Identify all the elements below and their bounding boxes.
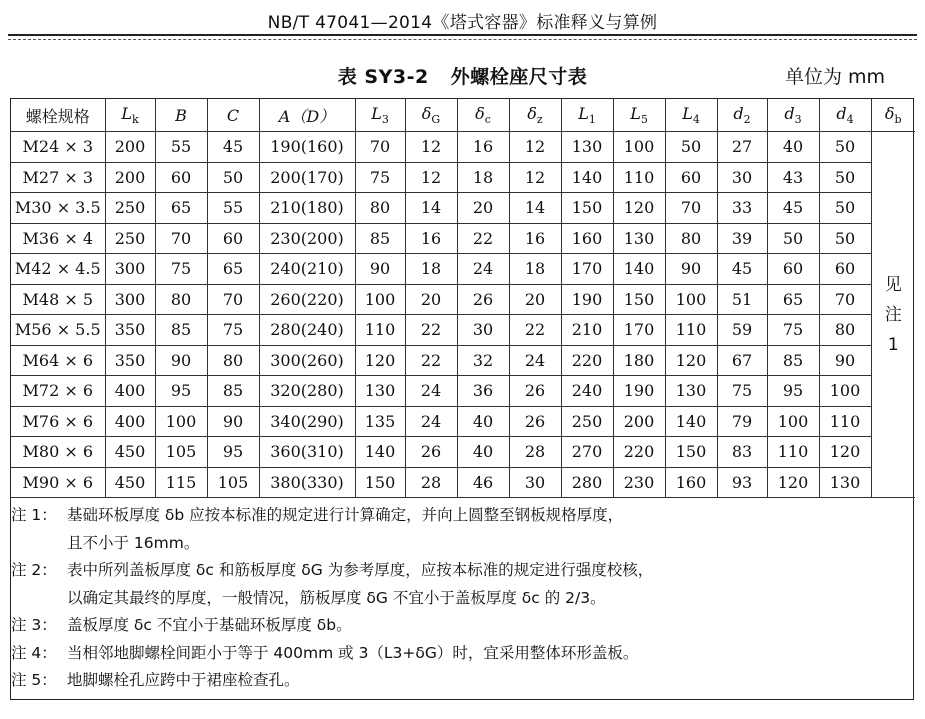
table-cell: 280(240) xyxy=(259,315,355,346)
table-cell: 18 xyxy=(509,254,561,285)
table-cell: 300 xyxy=(105,254,155,285)
table-cell: 60 xyxy=(155,162,207,193)
table-cell: 120 xyxy=(819,437,871,468)
table-cell: 36 xyxy=(457,376,509,407)
table-row xyxy=(11,437,915,468)
table-cell: 24 xyxy=(509,345,561,376)
column-header: $d_3$ xyxy=(767,99,819,132)
table-cell: 55 xyxy=(207,193,259,224)
table-cell: 230 xyxy=(613,467,665,498)
table-cell: 90 xyxy=(665,254,717,285)
table-cell: 250 xyxy=(561,406,613,437)
table-cell: 140 xyxy=(665,406,717,437)
table-row xyxy=(11,284,915,315)
table-cell: 32 xyxy=(457,345,509,376)
table-cell: M24 × 3 xyxy=(11,132,105,163)
table-cell: 320(280) xyxy=(259,376,355,407)
table-cell: 150 xyxy=(613,284,665,315)
table-cell: 120 xyxy=(767,467,819,498)
table-cell: 60 xyxy=(819,254,871,285)
table-cell: 105 xyxy=(207,467,259,498)
table-cell: 22 xyxy=(405,345,457,376)
table-cell: 450 xyxy=(105,437,155,468)
table-cell: M64 × 6 xyxy=(11,345,105,376)
table-cell: 12 xyxy=(509,132,561,163)
note-line: 注 2： 表中所列盖板厚度 δc 和筋板厚度 δG 为参考厚度，应按本标准的规定进行强度校核， xyxy=(11,561,654,579)
table-cell: M76 × 6 xyxy=(11,406,105,437)
table-cell: 30 xyxy=(509,467,561,498)
table-cell: 50 xyxy=(819,223,871,254)
column-header: $\delta_z$ xyxy=(509,99,561,132)
table-cell: 210 xyxy=(561,315,613,346)
see-note-char: 见 xyxy=(884,274,902,295)
table-cell: 95 xyxy=(155,376,207,407)
table-cell: 90 xyxy=(819,345,871,376)
table-cell: M42 × 4.5 xyxy=(11,254,105,285)
table-cell: 30 xyxy=(457,315,509,346)
column-header: A（D） xyxy=(259,99,355,132)
note-item xyxy=(11,667,901,695)
table-cell: 26 xyxy=(457,284,509,315)
header-rule xyxy=(8,34,917,40)
table-cell: 280 xyxy=(561,467,613,498)
column-header: $\delta_G$ xyxy=(405,99,457,132)
table-cell: M36 × 4 xyxy=(11,223,105,254)
table-cell: 16 xyxy=(405,223,457,254)
column-header: $\delta_c$ xyxy=(457,99,509,132)
table-cell: 51 xyxy=(717,284,767,315)
table-cell: 75 xyxy=(767,315,819,346)
table-cell: 200(170) xyxy=(259,162,355,193)
table-cell: 250 xyxy=(105,223,155,254)
see-note-char: 1 xyxy=(887,334,899,355)
table-cell: 190 xyxy=(613,376,665,407)
table-cell: 65 xyxy=(207,254,259,285)
table-cell: 24 xyxy=(405,376,457,407)
table-cell: 50 xyxy=(819,193,871,224)
table-cell: 130 xyxy=(819,467,871,498)
table-cell: 45 xyxy=(207,132,259,163)
column-header: $L_k$ xyxy=(105,99,155,132)
table-cell: M48 × 5 xyxy=(11,284,105,315)
table-cell: 400 xyxy=(105,406,155,437)
column-header: B xyxy=(155,99,207,132)
table-cell: 200 xyxy=(613,406,665,437)
note-line: 注 5： 地脚螺栓孔应跨中于裙座检查孔。 xyxy=(11,671,300,689)
table-cell: 110 xyxy=(355,315,405,346)
table-cell: 100 xyxy=(155,406,207,437)
table-cell: 120 xyxy=(355,345,405,376)
table-cell: 40 xyxy=(767,132,819,163)
table-cell: 170 xyxy=(613,315,665,346)
table-cell: 20 xyxy=(509,284,561,315)
table-cell: 85 xyxy=(155,315,207,346)
table-cell: 70 xyxy=(665,193,717,224)
table-cell: 75 xyxy=(207,315,259,346)
note-item xyxy=(11,612,901,640)
table-cell: M27 × 3 xyxy=(11,162,105,193)
table-cell: 28 xyxy=(405,467,457,498)
table-cell: 110 xyxy=(665,315,717,346)
table-cell: 14 xyxy=(405,193,457,224)
table-cell: 79 xyxy=(717,406,767,437)
table-cell: 100 xyxy=(355,284,405,315)
table-cell: 140 xyxy=(561,162,613,193)
table-cell: 220 xyxy=(613,437,665,468)
table-cell: 26 xyxy=(405,437,457,468)
note-line: 以确定其最终的厚度，一般情况，筋板厚度 δG 不宜小于盖板厚度 δc 的 2/3。 xyxy=(67,588,606,607)
table-cell: 65 xyxy=(155,193,207,224)
table-row xyxy=(11,132,915,163)
note-line: 注 1： 基础环板厚度 δb 应按本标准的规定进行计算确定，并向上圆整至钢板规格厚度， xyxy=(11,506,624,524)
table-cell: 22 xyxy=(457,223,509,254)
table-name: 外螺栓座尺寸表 xyxy=(450,66,588,88)
table-cell: 70 xyxy=(155,223,207,254)
table-cell: 160 xyxy=(665,467,717,498)
table-cell: 22 xyxy=(405,315,457,346)
table-number: 表 SY3-2 xyxy=(337,66,429,88)
table-cell: 260(220) xyxy=(259,284,355,315)
delta-b-see-note-cell xyxy=(871,132,915,498)
table-cell: 55 xyxy=(155,132,207,163)
table-cell: 340(290) xyxy=(259,406,355,437)
table-cell: 200 xyxy=(105,132,155,163)
table-cell: 230(200) xyxy=(259,223,355,254)
table-row xyxy=(11,254,915,285)
table-cell: 220 xyxy=(561,345,613,376)
table-row xyxy=(11,345,915,376)
table-cell: 250 xyxy=(105,193,155,224)
table-cell: 26 xyxy=(509,406,561,437)
table-cell: 100 xyxy=(665,284,717,315)
table-row xyxy=(11,315,915,346)
note-item xyxy=(11,502,901,557)
table-cell: 130 xyxy=(561,132,613,163)
table-cell: 39 xyxy=(717,223,767,254)
table-cell: 150 xyxy=(355,467,405,498)
table-cell: 130 xyxy=(355,376,405,407)
table-cell: 130 xyxy=(613,223,665,254)
table-cell: 12 xyxy=(405,162,457,193)
table-cell: 110 xyxy=(819,406,871,437)
table-cell: 80 xyxy=(155,284,207,315)
table-cell: 360(310) xyxy=(259,437,355,468)
table-cell: 60 xyxy=(665,162,717,193)
column-header: $L_3$ xyxy=(355,99,405,132)
table-cell: 20 xyxy=(405,284,457,315)
table-cell: 115 xyxy=(155,467,207,498)
table-cell: 75 xyxy=(717,376,767,407)
note-line: 注 3： 盖板厚度 δc 不宜小于基础环板厚度 δb。 xyxy=(11,616,352,634)
table-cell: 70 xyxy=(207,284,259,315)
table-cell: 45 xyxy=(717,254,767,285)
notes-block xyxy=(11,498,913,695)
table-cell: 16 xyxy=(457,132,509,163)
table-cell: 24 xyxy=(405,406,457,437)
table-cell: 90 xyxy=(207,406,259,437)
table-cell: 85 xyxy=(355,223,405,254)
table-cell: 46 xyxy=(457,467,509,498)
table-cell: 59 xyxy=(717,315,767,346)
column-header: C xyxy=(207,99,259,132)
table-cell: 90 xyxy=(355,254,405,285)
table-cell: 26 xyxy=(509,376,561,407)
table-row xyxy=(11,193,915,224)
table-cell: 24 xyxy=(457,254,509,285)
running-header: NB/T 47041—2014《塔式容器》标准释义与算例 xyxy=(267,13,658,33)
table-cell: 380(330) xyxy=(259,467,355,498)
table-cell: 240(210) xyxy=(259,254,355,285)
column-header: $L_4$ xyxy=(665,99,717,132)
note-line: 注 4： 当相邻地脚螺栓间距小于等于 400mm 或 3（L3+δG）时，宜采用整体环形盖板。 xyxy=(11,643,639,662)
table-header-row xyxy=(11,99,915,132)
table-cell: 80 xyxy=(819,315,871,346)
table-cell: 200 xyxy=(105,162,155,193)
table-cell: 110 xyxy=(767,437,819,468)
table-cell: 65 xyxy=(767,284,819,315)
table-row xyxy=(11,223,915,254)
table-cell: 80 xyxy=(355,193,405,224)
table-cell: 105 xyxy=(155,437,207,468)
table-cell: 27 xyxy=(717,132,767,163)
unit-label: 单位为 mm xyxy=(784,66,885,88)
table-cell: 95 xyxy=(207,437,259,468)
table-cell: 18 xyxy=(405,254,457,285)
table-cell: 83 xyxy=(717,437,767,468)
table-cell: 85 xyxy=(207,376,259,407)
column-header: $d_2$ xyxy=(717,99,767,132)
table-cell: 50 xyxy=(819,162,871,193)
table-cell: 100 xyxy=(767,406,819,437)
table-cell: 190(160) xyxy=(259,132,355,163)
table-cell: 450 xyxy=(105,467,155,498)
table-cell: 170 xyxy=(561,254,613,285)
table-cell: 12 xyxy=(509,162,561,193)
table-cell: 22 xyxy=(509,315,561,346)
table-cell: 85 xyxy=(767,345,819,376)
column-header: $\delta_b$ xyxy=(871,99,915,132)
table-cell: M72 × 6 xyxy=(11,376,105,407)
table-cell: 120 xyxy=(665,345,717,376)
table-cell: 43 xyxy=(767,162,819,193)
table-cell: 50 xyxy=(819,132,871,163)
table-cell: 100 xyxy=(819,376,871,407)
table-cell: 93 xyxy=(717,467,767,498)
table-cell: 140 xyxy=(613,254,665,285)
table-cell: 40 xyxy=(457,437,509,468)
table-cell: 350 xyxy=(105,315,155,346)
table-cell: 50 xyxy=(207,162,259,193)
table-cell: 110 xyxy=(613,162,665,193)
column-header: $L_5$ xyxy=(613,99,665,132)
table-cell: 130 xyxy=(665,376,717,407)
table-cell: M90 × 6 xyxy=(11,467,105,498)
spec-table-frame xyxy=(10,98,914,700)
table-row xyxy=(11,376,915,407)
table-cell: 50 xyxy=(665,132,717,163)
note-line: 且不小于 16mm。 xyxy=(67,533,200,552)
table-cell: 90 xyxy=(155,345,207,376)
table-cell: M80 × 6 xyxy=(11,437,105,468)
table-cell: 270 xyxy=(561,437,613,468)
table-cell: 70 xyxy=(819,284,871,315)
table-body xyxy=(11,132,915,498)
table-cell: 120 xyxy=(613,193,665,224)
see-note-char: 注 xyxy=(884,304,902,325)
table-cell: 12 xyxy=(405,132,457,163)
table-cell: 50 xyxy=(767,223,819,254)
table-cell: 28 xyxy=(509,437,561,468)
table-cell: 100 xyxy=(613,132,665,163)
table-cell: 190 xyxy=(561,284,613,315)
column-header: $L_1$ xyxy=(561,99,613,132)
table-cell: 67 xyxy=(717,345,767,376)
table-cell: 45 xyxy=(767,193,819,224)
table-cell: 75 xyxy=(355,162,405,193)
table-row xyxy=(11,467,915,498)
table-cell: 18 xyxy=(457,162,509,193)
table-cell: 135 xyxy=(355,406,405,437)
table-cell: 75 xyxy=(155,254,207,285)
table-cell: 60 xyxy=(207,223,259,254)
table-cell: 140 xyxy=(355,437,405,468)
table-cell: 40 xyxy=(457,406,509,437)
table-cell: 16 xyxy=(509,223,561,254)
table-cell: 80 xyxy=(665,223,717,254)
table-cell: 300(260) xyxy=(259,345,355,376)
table-cell: 95 xyxy=(767,376,819,407)
table-cell: M30 × 3.5 xyxy=(11,193,105,224)
table-cell: 180 xyxy=(613,345,665,376)
table-cell: 400 xyxy=(105,376,155,407)
table-cell: 60 xyxy=(767,254,819,285)
column-header: $d_4$ xyxy=(819,99,871,132)
table-cell: 20 xyxy=(457,193,509,224)
bolt-seat-table xyxy=(11,99,915,498)
table-cell: 30 xyxy=(717,162,767,193)
note-item xyxy=(11,640,901,668)
table-cell: 160 xyxy=(561,223,613,254)
table-cell: 150 xyxy=(665,437,717,468)
column-header: 螺栓规格 xyxy=(11,99,105,132)
table-cell: 70 xyxy=(355,132,405,163)
table-cell: 350 xyxy=(105,345,155,376)
table-cell: 150 xyxy=(561,193,613,224)
table-cell: 14 xyxy=(509,193,561,224)
table-cell: M56 × 5.5 xyxy=(11,315,105,346)
table-cell: 33 xyxy=(717,193,767,224)
table-cell: 80 xyxy=(207,345,259,376)
note-item xyxy=(11,557,901,612)
table-row xyxy=(11,162,915,193)
table-row xyxy=(11,406,915,437)
table-cell: 240 xyxy=(561,376,613,407)
table-cell: 300 xyxy=(105,284,155,315)
table-cell: 210(180) xyxy=(259,193,355,224)
